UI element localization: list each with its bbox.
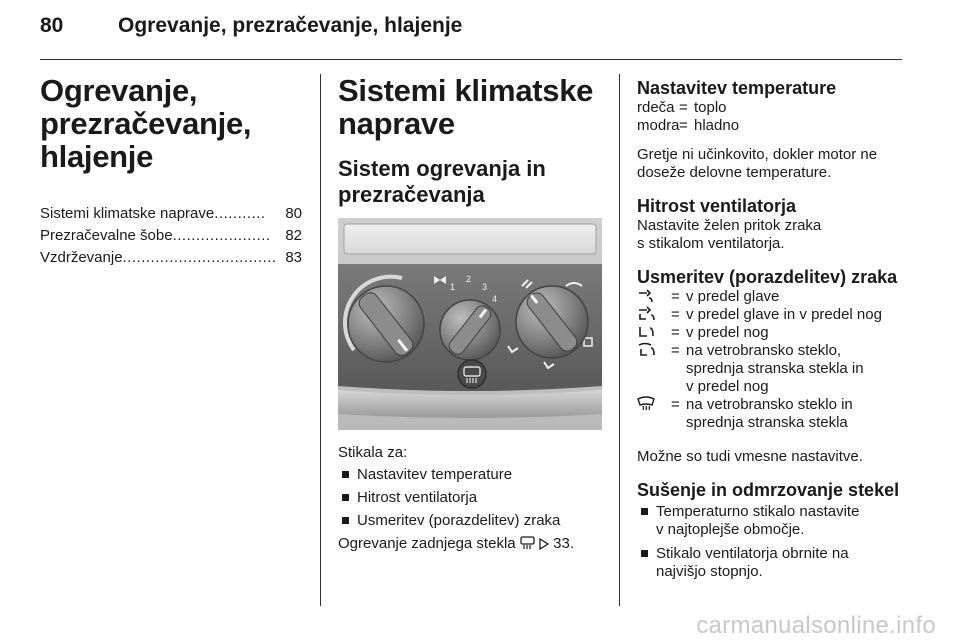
definition-row: modra = hladno bbox=[637, 117, 740, 134]
subsection-title: Sistem ogrevanja in prezračevanja bbox=[338, 156, 546, 207]
chapter-title: Ogrevanje, prezračevanje, hlajenje bbox=[40, 73, 252, 174]
bullet-square-icon bbox=[641, 550, 648, 557]
fan-speed-knob[interactable] bbox=[440, 300, 500, 360]
running-title: Ogrevanje, prezračevanje, hlajenje bbox=[118, 14, 463, 37]
page-header bbox=[40, 14, 462, 38]
list-item: Temperaturno stikalo nastavite v najtoplejše območje. bbox=[641, 503, 907, 539]
column-divider-left bbox=[320, 74, 321, 606]
bullet-square-icon bbox=[342, 471, 349, 478]
header-rule bbox=[40, 59, 902, 60]
toc-entry[interactable]: Vzdrževanje ................................. 83 bbox=[40, 249, 302, 266]
switches-intro: Stikala za: bbox=[338, 444, 408, 461]
table-of-contents bbox=[40, 203, 302, 269]
fan-text: Nastavite želen pritok zraka s stikalom ventilatorja. bbox=[637, 217, 822, 252]
right-column bbox=[637, 78, 907, 581]
windscreen-defrost-icon bbox=[637, 396, 655, 412]
list-item: Hitrost ventilatorja bbox=[342, 489, 604, 507]
fan-speed-number: 3 bbox=[482, 282, 488, 292]
upper-trim bbox=[344, 224, 596, 254]
temperature-note: Gretje ni učinkovito, dokler motor ne doseže delovne temperature. bbox=[637, 146, 878, 181]
climate-control-panel-illustration bbox=[338, 218, 602, 430]
toc-entry[interactable]: Prezračevalne šobe ..................... 82 bbox=[40, 227, 302, 244]
foot-airflow-icon bbox=[637, 324, 655, 340]
bullet-square-icon bbox=[342, 494, 349, 501]
intermediate-note: Možne so tudi vmesne nastavitve. bbox=[637, 448, 863, 465]
bullet-square-icon bbox=[342, 517, 349, 524]
rear-window-heating-button[interactable] bbox=[458, 360, 486, 388]
list-item: Usmeritev (porazdelitev) zraka bbox=[342, 512, 604, 530]
head-airflow-icon bbox=[637, 288, 655, 304]
air-distribution-row: = v predel nog bbox=[637, 324, 907, 342]
air-distribution-row: = v predel glave in v predel nog bbox=[637, 306, 907, 324]
temperature-heading: Nastavitev temperature bbox=[637, 78, 837, 98]
air-distribution-knob[interactable] bbox=[516, 286, 588, 358]
section-title: Sistemi klimatske naprave bbox=[338, 73, 594, 141]
air-distribution-row: = na vetrobransko steklo, sprednja stranska stekla in v predel nog bbox=[637, 342, 907, 396]
fan-speed-number: 4 bbox=[492, 294, 498, 304]
definition-row: rdeča = toplo bbox=[637, 99, 727, 116]
fan-speed-number: 2 bbox=[466, 274, 472, 284]
air-distribution-row: = na vetrobransko steklo in sprednja stranska stekla bbox=[637, 396, 907, 432]
left-column bbox=[40, 74, 302, 269]
page-number: 80 bbox=[40, 14, 64, 37]
watermark: carmanualsonline.info bbox=[696, 612, 936, 639]
middle-column bbox=[338, 74, 604, 553]
fan-speed-number: 1 bbox=[450, 282, 456, 292]
page-reference-arrow-icon bbox=[539, 538, 549, 550]
toc-entry[interactable]: Sistemi klimatske naprave ........... 80 bbox=[40, 205, 302, 222]
list-item: Stikalo ventilatorja obrnite na najvišjo stopnjo. bbox=[641, 545, 907, 581]
fan-heading: Hitrost ventilatorja bbox=[637, 196, 797, 216]
rear-window-heating-icon bbox=[520, 536, 535, 550]
drying-heading: Sušenje in odmrzovanje stekel bbox=[637, 480, 900, 500]
air-distribution-row: = v predel glave bbox=[637, 288, 907, 306]
column-divider-right bbox=[619, 74, 620, 606]
rear-window-reference: Ogrevanje zadnjega stekla 33. bbox=[338, 535, 574, 552]
head-foot-airflow-icon bbox=[637, 306, 657, 322]
air-distribution-heading: Usmeritev (porazdelitev) zraka bbox=[637, 267, 898, 287]
windscreen-foot-airflow-icon bbox=[637, 342, 657, 358]
bullet-square-icon bbox=[641, 508, 648, 515]
temperature-knob[interactable] bbox=[348, 286, 424, 362]
list-item: Nastavitev temperature bbox=[342, 466, 604, 484]
rear-window-page-link[interactable]: 33. bbox=[553, 535, 574, 552]
